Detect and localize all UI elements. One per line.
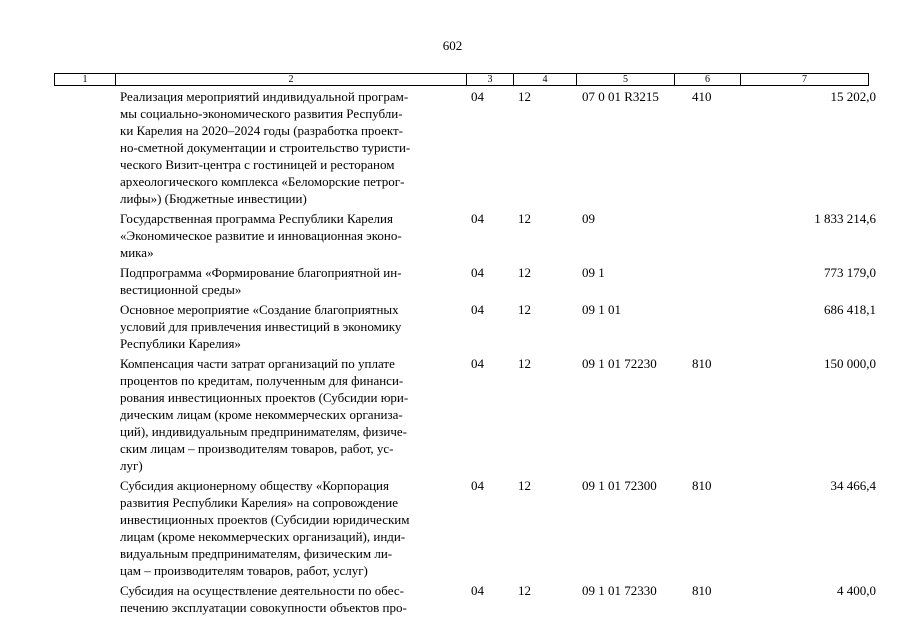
description-line: видуальным предпринимателям, физическим ли- (120, 546, 393, 561)
description-line: печению эксплуатации совокупности объектов про- (120, 600, 407, 615)
description-line: но-сметной документации и строительство туристи- (120, 140, 411, 155)
expense-type-code: 810 (692, 356, 712, 371)
row-description (120, 582, 460, 616)
target-article-code: 09 1 01 72300 (582, 478, 657, 493)
amount: 15 202,0 (830, 89, 876, 104)
description-line: Государственная программа Республики Карелия (120, 211, 393, 226)
amount: 34 466,4 (830, 478, 876, 493)
section-code: 04 (471, 583, 484, 598)
expense-type-code: 810 (692, 583, 712, 598)
header-cell: 7 (741, 74, 869, 86)
header-cell: 4 (514, 74, 577, 86)
target-article-code: 07 0 01 R3215 (582, 89, 659, 104)
amount: 150 000,0 (824, 356, 876, 371)
amount: 686 418,1 (824, 302, 876, 317)
section-code: 04 (471, 89, 484, 104)
description-line: дическим лицам (кроме некоммерческих организа- (120, 407, 403, 422)
row-description (120, 264, 460, 298)
amount: 1 833 214,6 (814, 211, 876, 226)
subsection-code: 12 (518, 265, 531, 280)
target-article-code: 09 1 01 (582, 302, 621, 317)
description-line: ций), индивидуальным предпринимателям, физиче- (120, 424, 408, 439)
description-line: Основное мероприятие «Создание благоприятных (120, 302, 399, 317)
section-code: 04 (471, 211, 484, 226)
subsection-code: 12 (518, 356, 531, 371)
page-number: 602 (442, 38, 463, 53)
subsection-code: 12 (518, 89, 531, 104)
expense-type-code: 810 (692, 478, 712, 493)
description-line: «Экономическое развитие и инновационная эконо- (120, 228, 402, 243)
description-line: вестиционной среды» (120, 282, 242, 297)
target-article-code: 09 (582, 211, 595, 226)
row-description (120, 301, 460, 352)
description-line: мы социально-экономического развития Республи- (120, 106, 403, 121)
header-cell: 3 (467, 74, 514, 86)
target-article-code: 09 1 01 72330 (582, 583, 657, 598)
description-line: луг) (120, 458, 143, 473)
row-description (120, 477, 460, 579)
row-description (120, 88, 460, 207)
description-line: Подпрограмма «Формирование благоприятной ин- (120, 265, 402, 280)
description-line: цам – производителям товаров, работ, услуг) (120, 563, 368, 578)
target-article-code: 09 1 01 72230 (582, 356, 657, 371)
description-line: археологического комплекса «Беломорские петрог- (120, 174, 405, 189)
target-article-code: 09 1 (582, 265, 605, 280)
description-line: ским лицам – производителям товаров, работ, ус- (120, 441, 394, 456)
subsection-code: 12 (518, 302, 531, 317)
header-cell: 5 (577, 74, 675, 86)
amount: 773 179,0 (824, 265, 876, 280)
description-line: лицам (кроме некоммерческих организаций), инди- (120, 529, 406, 544)
description-line: Субсидия акционерному обществу «Корпорация (120, 478, 389, 493)
section-code: 04 (471, 478, 484, 493)
subsection-code: 12 (518, 211, 531, 226)
header-cell: 1 (55, 74, 116, 86)
description-line: условий для привлечения инвестиций в экономику (120, 319, 402, 334)
section-code: 04 (471, 265, 484, 280)
header-row (55, 74, 869, 86)
expense-type-code: 410 (692, 89, 712, 104)
description-line: Субсидия на осуществление деятельности по обес- (120, 583, 404, 598)
description-line: Реализация мероприятий индивидуальной програм- (120, 89, 409, 104)
description-line: рования инвестиционных проектов (Субсидии юри- (120, 390, 409, 405)
section-code: 04 (471, 302, 484, 317)
header-cell: 2 (116, 74, 467, 86)
description-line: процентов по кредитам, полученным для финанси- (120, 373, 404, 388)
description-line: инвестиционных проектов (Субсидии юридическим (120, 512, 410, 527)
description-line: мика» (120, 245, 154, 260)
description-line: ки Карелия на 2020–2024 годы (разработка проект- (120, 123, 404, 138)
amount: 4 400,0 (837, 583, 876, 598)
subsection-code: 12 (518, 478, 531, 493)
column-number-header (54, 73, 869, 86)
row-description (120, 355, 460, 474)
subsection-code: 12 (518, 583, 531, 598)
description-line: Республики Карелия» (120, 336, 241, 351)
row-description (120, 210, 460, 261)
description-line: развития Республики Карелия» на сопровождение (120, 495, 399, 510)
description-line: Компенсация части затрат организаций по уплате (120, 356, 395, 371)
description-line: лифы») (Бюджетные инвестиции) (120, 191, 307, 206)
header-cell: 6 (675, 74, 741, 86)
description-line: ческого Визит-центра с гостиницей и рестораном (120, 157, 395, 172)
section-code: 04 (471, 356, 484, 371)
